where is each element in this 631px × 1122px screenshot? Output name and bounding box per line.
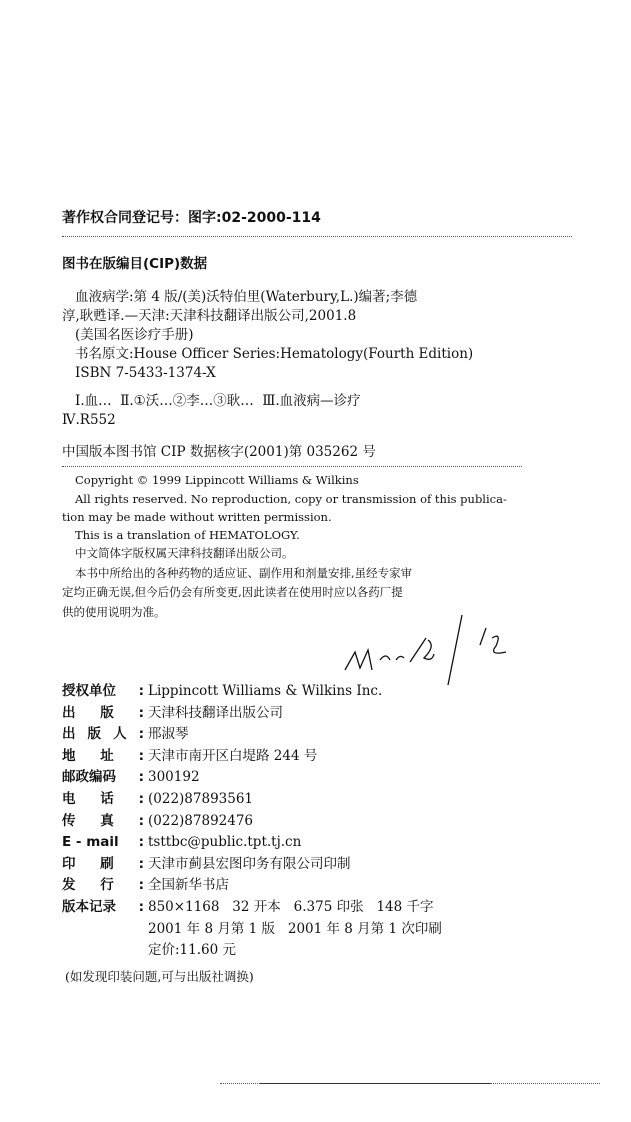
- copyright-line: 定均正确无误,但今后仍会有所变更,因此读者在使用时应以各药厂提: [62, 585, 403, 599]
- note: (如发现印装问题,可与出版社调换): [65, 969, 254, 984]
- imprint-value: 850×1168 32 开本 6.375 印张 148 千字: [148, 899, 434, 915]
- cip-line: 淳,耿甦译.—天津:天津科技翻译出版公司,2001.8: [62, 308, 357, 324]
- copyright-line: tion may be made without written permission.: [62, 510, 332, 524]
- imprint-row: [62, 746, 317, 766]
- copyright-line: 供的使用说明为准。: [62, 605, 166, 619]
- classification: Ⅰ.血… Ⅱ.①沃…②李…③耿… Ⅲ.血液病—诊疗: [75, 393, 361, 409]
- bottom-rule: [220, 1083, 260, 1084]
- imprint-label: 邮政编码 :: [62, 769, 144, 786]
- imprint-value: 2001 年 8 月第 1 版 2001 年 8 月第 1 次印刷: [148, 920, 442, 937]
- copyright-line: This is a translation of HEMATOLOGY.: [75, 528, 300, 542]
- imprint-value: 天津市南开区白堤路 244 号: [148, 747, 318, 764]
- imprint-value: 邢淑琴: [148, 726, 189, 743]
- imprint-row: [62, 832, 301, 852]
- imprint-label: [62, 919, 144, 939]
- imprint-value: 300192: [148, 769, 200, 786]
- imprint-label: E - mail :: [62, 834, 144, 851]
- imprint-value: 全国新华书店: [148, 877, 229, 894]
- imprint-value: (022)87893561: [148, 791, 254, 807]
- imprint-row: [62, 875, 229, 895]
- cip-line: 血液病学:第 4 版/(美)沃特伯里(Waterbury,L.)编著;李德: [75, 289, 418, 305]
- copyright-line: Copyright © 1999 Lippincott Williams & Wilkins: [75, 473, 359, 487]
- cip-line: (美国名医诊疗手册): [75, 327, 194, 343]
- imprint-row: [62, 897, 434, 917]
- imprint-label: 版本记录 :: [62, 899, 144, 915]
- imprint-row: [62, 919, 442, 939]
- imprint-label: 印 刷 :: [62, 855, 144, 872]
- imprint-row: [62, 940, 236, 960]
- imprint-label: 电 话 :: [62, 791, 144, 807]
- copyright-line: 中文简体字版权属天津科技翻译出版公司。: [75, 546, 294, 560]
- imprint-label: [62, 940, 144, 960]
- cip-line: 书名原文:House Officer Series:Hematology(Fourth Edition): [75, 346, 474, 362]
- imprint-row: [62, 724, 189, 744]
- imprint-value: Lippincott Williams & Wilkins Inc.: [148, 683, 383, 699]
- bottom-rule: [490, 1083, 600, 1084]
- imprint-label: 出 版 人 :: [62, 726, 144, 743]
- copyright-line: 本书中所给出的各种药物的适应证、副作用和剂量安排,虽经专家审: [75, 566, 413, 580]
- cip-heading: 图书在版编目(CIP)数据: [62, 256, 208, 272]
- bottom-rule: [260, 1083, 490, 1084]
- divider: [62, 466, 522, 467]
- imprint-row: [62, 854, 351, 874]
- imprint-label: 授权单位 :: [62, 683, 144, 699]
- imprint-label: 传 真 :: [62, 812, 144, 829]
- isbn: ISBN 7-5433-1374-X: [75, 365, 216, 381]
- divider: [62, 236, 572, 237]
- registration-number: 著作权合同登记号：图字:02-2000-114: [62, 210, 321, 226]
- imprint-value: 定价:11.60 元: [148, 942, 236, 959]
- imprint-row: [62, 811, 253, 831]
- imprint-label: 地 址 :: [62, 747, 144, 764]
- copyright-line: All rights reserved. No reproduction, copy or transmission of this publica-: [75, 492, 507, 506]
- imprint-value: 天津市蓟县宏图印务有限公司印制: [148, 855, 351, 872]
- imprint-row: [62, 767, 200, 787]
- imprint-row: [62, 703, 283, 723]
- imprint-value: 天津科技翻译出版公司: [148, 704, 283, 721]
- imprint-label: 发 行 :: [62, 877, 144, 894]
- imprint-row: [62, 789, 253, 809]
- imprint-value: tsttbc@public.tpt.tj.cn: [148, 834, 302, 851]
- imprint-label: 出 版 :: [62, 704, 144, 721]
- classification: Ⅳ.R552: [62, 412, 116, 428]
- imprint-row: [62, 681, 382, 701]
- imprint-value: (022)87892476: [148, 812, 254, 829]
- cip-number: 中国版本图书馆 CIP 数据核字(2001)第 035262 号: [62, 444, 376, 460]
